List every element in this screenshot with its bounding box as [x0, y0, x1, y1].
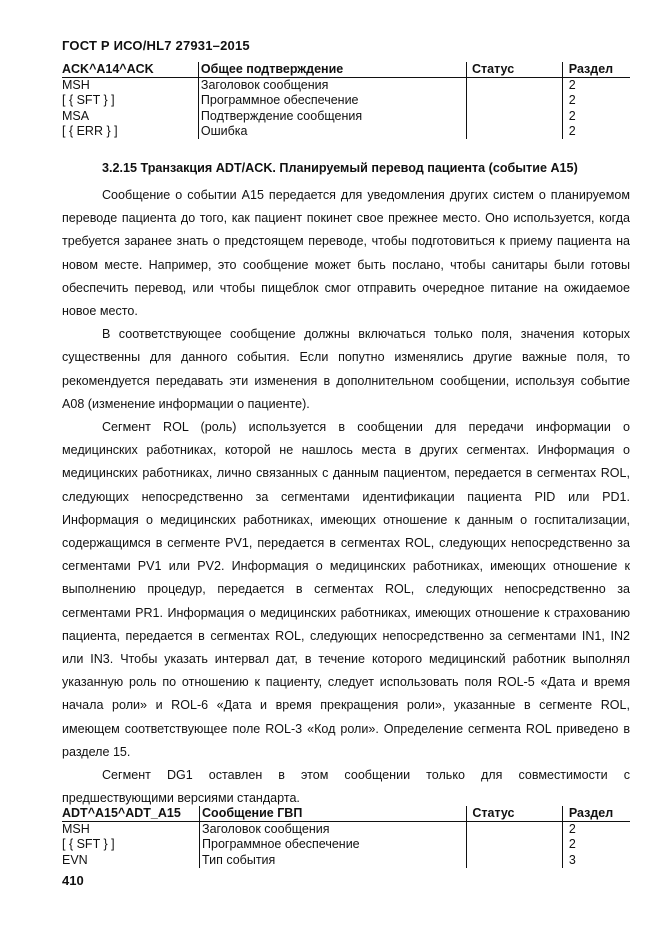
segment-section: 2 [562, 109, 630, 124]
segment-status [467, 853, 562, 868]
segment-section: 2 [562, 93, 630, 108]
segment-description: Заголовок сообщения [198, 78, 466, 94]
table-row [62, 124, 630, 139]
segment-code: [ { SFT } ] [62, 93, 115, 108]
segment-code: MSH [62, 822, 90, 837]
table-header-row [62, 62, 630, 78]
segment-status [467, 124, 563, 139]
segment-description: Программное обеспечение [200, 837, 467, 852]
segment-description: Подтверждение сообщения [198, 109, 466, 124]
segment-code: [ { SFT } ] [62, 837, 115, 852]
section-body [62, 184, 630, 810]
table-row [62, 109, 630, 124]
segment-status [467, 109, 563, 124]
segment-section: 2 [562, 78, 630, 94]
ack-message-table [62, 62, 630, 139]
segment-section: 2 [562, 837, 630, 852]
column-header-description: Сообщение ГВП [200, 806, 467, 822]
paragraph: Сегмент DG1 оставлен в этом сообщении только для совместимости с предшествующими версиями стандарта. [62, 768, 630, 806]
segment-status [467, 837, 562, 852]
page-number: 410 [62, 873, 84, 888]
column-header-status: Статус [467, 806, 562, 822]
table-row [62, 853, 630, 868]
segment-description: Заголовок сообщения [200, 822, 467, 838]
table-row [62, 822, 630, 838]
table-header-row [62, 806, 630, 822]
segment-description: Тип события [200, 853, 467, 868]
paragraph: Сообщение о событии A15 передается для уведомления других систем о планируемом переводе пациента до того, как пациент покинет свое прежнее место. Оно используется, когда требуется заранее знать о предстоящем переводе, чтобы подготовиться к приему пациента на новом месте. Например, это сообщение может быть послано, чтобы санитары были готовы обеспечить перевод, или чтобы пищеблок смог отправить очередное питание на ожидаемое новое место. [62, 188, 630, 319]
table-row [62, 837, 630, 852]
segment-code: EVN [62, 852, 88, 867]
column-header-description: Общее подтверждение [198, 62, 466, 78]
document-header: ГОСТ Р ИСО/HL7 27931–2015 [62, 38, 250, 53]
segment-status [467, 78, 563, 94]
table-row [62, 78, 630, 94]
adt-message-table [62, 806, 630, 868]
segment-section: 2 [562, 822, 630, 838]
column-header-section: Раздел [562, 62, 630, 78]
column-header-section: Раздел [562, 806, 630, 822]
segment-status [467, 93, 563, 108]
segment-code: MSH [62, 78, 90, 93]
column-header-status: Статус [467, 62, 563, 78]
paragraph: Сегмент ROL (роль) используется в сообщении для передачи информации о медицинских работниках, которой не нашлось места в других сегментах. Информация о медицинских работниках, лично связанных с данным пациентом, передается в сегментах ROL, следующих непосредственно за сегментами идентификации пациента PID или PD1. Информация о медицинских работниках, имеющих отношение к данным о госпитализации, содержащимся в сегменте PV1, передается в сегментах ROL, следующих непосредственно за сегментами PV1 или PV2. Информация о медицинских работниках, имеющих отношение к выполнению процедур, передается в сегментах ROL, следующих непосредственно за сегментами PR1. Информация о медицинских работниках, имеющих отношение к страхованию пациента, передается в сегментах ROL, следующих непосредственно за сегментами IN1, IN2 или IN3. Чтобы указать интервал дат, в течение которого медицинский работник выполнял указанную роль по отношению к пациенту, следует использовать поля ROL-5 «Дата и время начала роли» и ROL-6 «Дата и время прекращения роли», указанные в сегменте ROL, имеющем соответствующее поле ROL-3 «Код роли». Определение сегмента ROL приведено в разделе 15. [62, 420, 630, 759]
paragraph: В соответствующее сообщение должны включаться только поля, значения которых существенны для данного события. Если попутно изменялись другие важные поля, то рекомендуется передавать эти изменения в дополнительном сообщении, используя событие A08 (изменение информации о пациенте). [62, 327, 630, 411]
segment-section: 3 [562, 853, 630, 868]
column-header-message: ACK^A14^ACK [62, 62, 198, 78]
column-header-message: ADT^A15^ADT_A15 [62, 806, 200, 822]
segment-status [467, 822, 562, 838]
segment-description: Программное обеспечение [198, 93, 466, 108]
segment-description: Ошибка [198, 124, 466, 139]
segment-code: MSA [62, 108, 90, 123]
segment-code: [ { ERR } ] [62, 124, 118, 139]
segment-section: 2 [562, 124, 630, 139]
section-title: 3.2.15 Транзакция ADT/ACK. Планируемый перевод пациента (событие A15) [102, 161, 578, 175]
table-row [62, 93, 630, 108]
